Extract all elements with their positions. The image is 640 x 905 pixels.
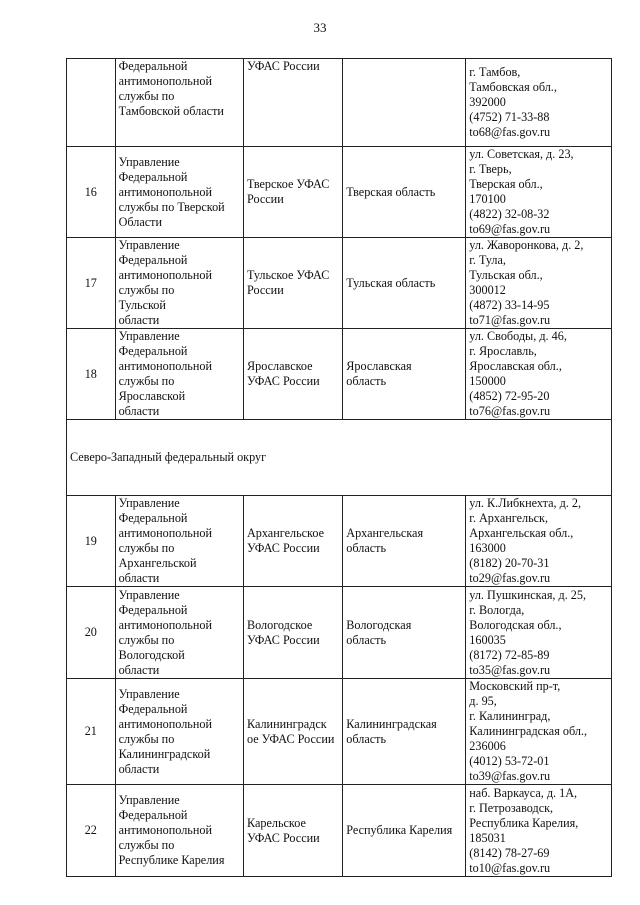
- address-contacts-line: Московский пр-т,: [469, 679, 561, 693]
- office-name-line: Федеральной: [118, 344, 188, 358]
- address-contacts-line: 392000: [469, 95, 506, 109]
- row-number: 19: [67, 496, 116, 587]
- address-contacts-line: to76@fas.gov.ru: [469, 404, 551, 418]
- address-contacts: [466, 587, 612, 679]
- office-name: [115, 329, 243, 420]
- office-name-line: Области: [118, 214, 163, 229]
- address-contacts-line: (4752) 71-33-88: [469, 110, 550, 124]
- office-name-line: Управление: [118, 496, 180, 510]
- table-row: [67, 496, 612, 587]
- office-name-line: области: [118, 404, 160, 418]
- address-contacts-line: to68@fas.gov.ru: [469, 125, 551, 139]
- address-contacts-line: ул. Советская, д. 23,: [469, 147, 574, 161]
- address-contacts-line: 170100: [469, 192, 506, 206]
- region: [343, 496, 466, 587]
- office-name: [115, 59, 243, 147]
- office-name-line: Вологодской: [118, 647, 185, 662]
- table-row: [67, 679, 612, 785]
- address-contacts-line: Тамбовская обл.,: [469, 80, 557, 94]
- region-line: Ярославская: [346, 359, 412, 373]
- office-name-line: Федеральной: [118, 511, 188, 525]
- region-line: Тверская область: [346, 184, 436, 199]
- table-row: [67, 329, 612, 420]
- office-name-line: Федеральной: [118, 808, 188, 822]
- address-contacts-line: 163000: [469, 541, 506, 555]
- office-name-line: службы по: [118, 541, 175, 555]
- region: [343, 587, 466, 679]
- office-short-name: [243, 496, 342, 587]
- address-contacts-line: г. Ярославль,: [469, 344, 537, 358]
- office-short-name-line: России: [246, 283, 284, 297]
- address-contacts-line: 160035: [469, 632, 506, 647]
- office-short-name-line: Тульское УФАС: [246, 268, 330, 282]
- address-contacts-line: ул. Свободы, д. 46,: [469, 329, 567, 343]
- row-number: 20: [67, 587, 116, 679]
- office-short-name: [243, 679, 342, 785]
- table-row: [67, 587, 612, 679]
- office-name-line: антимонопольной: [118, 184, 212, 199]
- address-contacts-line: to29@fas.gov.ru: [469, 571, 551, 585]
- office-short-name-line: УФАС России: [246, 541, 320, 555]
- address-contacts-line: to71@fas.gov.ru: [469, 313, 551, 327]
- office-name-line: антимонопольной: [118, 526, 212, 540]
- address-contacts: [466, 679, 612, 785]
- address-contacts: [466, 147, 612, 238]
- address-contacts-line: Тульская обл.,: [469, 268, 543, 282]
- office-name: [115, 147, 243, 238]
- office-short-name: [243, 587, 342, 679]
- table-row: [67, 785, 612, 877]
- office-name-line: Управление: [118, 238, 180, 252]
- address-contacts-line: 236006: [469, 739, 506, 753]
- table-row: [67, 238, 612, 329]
- office-short-name-line: ое УФАС России: [246, 731, 335, 746]
- office-name: [115, 679, 243, 785]
- address-contacts-line: Тверская обл.,: [469, 177, 543, 191]
- office-short-name-line: УФАС России: [246, 830, 320, 845]
- address-contacts-line: 185031: [469, 830, 506, 845]
- address-contacts-line: ул. К.Либкнехта, д. 2,: [469, 496, 582, 510]
- address-contacts-line: (4012) 53-72-01: [469, 754, 550, 768]
- address-contacts-line: г. Тамбов,: [469, 65, 521, 79]
- office-name-line: области: [118, 571, 160, 585]
- address-contacts-line: Калининградская обл.,: [469, 724, 588, 738]
- office-short-name-line: УФАС России: [246, 374, 320, 388]
- office-name-line: антимонопольной: [118, 74, 212, 88]
- office-short-name-line: Архангельское: [246, 526, 324, 540]
- office-short-name-line: Карельское: [246, 815, 306, 830]
- region-line: Архангельская: [346, 526, 424, 540]
- office-short-name-line: УФАС России: [246, 59, 320, 73]
- agencies-table: [66, 58, 612, 877]
- region: [343, 329, 466, 420]
- address-contacts: [466, 496, 612, 587]
- region: [343, 785, 466, 877]
- address-contacts-line: Ярославская обл.,: [469, 359, 562, 373]
- office-name-line: Федеральной: [118, 169, 188, 184]
- address-contacts-line: г. Калининград,: [469, 709, 551, 723]
- office-name-line: службы по Тверской: [118, 199, 225, 214]
- region-line: Республика Карелия: [346, 823, 453, 837]
- address-contacts-line: (8182) 20-70-31: [469, 556, 550, 570]
- address-contacts-line: г. Вологда,: [469, 602, 525, 617]
- office-short-name: [243, 59, 342, 147]
- office-name-line: Федеральной: [118, 701, 188, 716]
- office-name-line: антимонопольной: [118, 823, 212, 837]
- region-line: Тульская область: [346, 275, 436, 290]
- office-name-line: Архангельской: [118, 556, 197, 570]
- office-name-line: Ярославской: [118, 389, 186, 403]
- address-contacts-line: д. 95,: [469, 694, 497, 708]
- office-short-name-line: Тверское УФАС: [246, 177, 330, 191]
- office-name-line: Федеральной: [118, 602, 188, 617]
- office-name-line: Федеральной: [118, 59, 188, 73]
- office-name-line: Управление: [118, 686, 180, 701]
- office-name-line: Калининградской: [118, 746, 211, 761]
- office-short-name-line: Калининградск: [246, 716, 327, 731]
- office-name: [115, 496, 243, 587]
- office-name-line: области: [118, 662, 160, 677]
- office-short-name: [243, 785, 342, 877]
- section-row: [67, 420, 612, 496]
- section-title: Северо-Западный федеральный округ: [67, 420, 612, 496]
- address-contacts-line: to39@fas.gov.ru: [469, 769, 551, 783]
- address-contacts-line: (4872) 33-14-95: [469, 298, 550, 312]
- address-contacts-line: (8172) 72-85-89: [469, 647, 550, 662]
- address-contacts-line: Архангельская обл.,: [469, 526, 574, 540]
- office-name-line: службы по: [118, 374, 175, 388]
- office-name: [115, 587, 243, 679]
- table-row: [67, 59, 612, 147]
- office-name-line: антимонопольной: [118, 716, 212, 731]
- office-name: [115, 785, 243, 877]
- address-contacts: [466, 329, 612, 420]
- address-contacts-line: Республика Карелия,: [469, 815, 579, 830]
- address-contacts-line: 150000: [469, 374, 506, 388]
- address-contacts-line: г. Архангельск,: [469, 511, 549, 525]
- office-short-name-line: УФАС России: [246, 632, 320, 647]
- region-line: область: [346, 374, 387, 388]
- office-name-line: антимонопольной: [118, 268, 212, 282]
- office-name-line: службы по: [118, 731, 175, 746]
- office-name-line: службы по: [118, 632, 175, 647]
- address-contacts-line: to10@fas.gov.ru: [469, 860, 551, 875]
- office-name-line: Тамбовской области: [118, 104, 224, 118]
- office-short-name: [243, 329, 342, 420]
- row-number: 17: [67, 238, 116, 329]
- address-contacts-line: to69@fas.gov.ru: [469, 222, 551, 236]
- region: [343, 59, 466, 147]
- region-line: область: [346, 731, 387, 746]
- address-contacts-line: г. Тула,: [469, 253, 506, 267]
- row-number: 21: [67, 679, 116, 785]
- office-name-line: Управление: [118, 793, 180, 807]
- address-contacts: [466, 785, 612, 877]
- row-number: 22: [67, 785, 116, 877]
- office-short-name-line: Ярославское: [246, 359, 313, 373]
- office-name-line: Управление: [118, 329, 180, 343]
- office-short-name-line: Вологодское: [246, 617, 313, 632]
- office-name-line: службы по: [118, 89, 175, 103]
- office-name-line: антимонопольной: [118, 359, 212, 373]
- office-name-line: Федеральной: [118, 253, 188, 267]
- region: [343, 238, 466, 329]
- office-name-line: Управление: [118, 587, 180, 602]
- row-number: [67, 59, 116, 147]
- address-contacts-line: г. Тверь,: [469, 162, 512, 176]
- address-contacts-line: to35@fas.gov.ru: [469, 662, 551, 677]
- office-name: [115, 238, 243, 329]
- address-contacts-line: 300012: [469, 283, 506, 297]
- row-number: 16: [67, 147, 116, 238]
- address-contacts-line: (4822) 32-08-32: [469, 207, 550, 221]
- office-name-line: Управление: [118, 154, 180, 169]
- region-line: область: [346, 541, 387, 555]
- office-name-line: антимонопольной: [118, 617, 212, 632]
- address-contacts-line: (4852) 72-95-20: [469, 389, 550, 403]
- address-contacts-line: ул. Пушкинская, д. 25,: [469, 587, 587, 602]
- address-contacts-line: г. Петрозаводск,: [469, 800, 554, 815]
- address-contacts: [466, 238, 612, 329]
- address-contacts-line: наб. Варкауса, д. 1А,: [469, 785, 578, 800]
- office-name-line: области: [118, 313, 160, 327]
- office-name-line: Тульской: [118, 298, 166, 312]
- office-name-line: службы по: [118, 283, 175, 297]
- office-name-line: Республике Карелия: [118, 853, 225, 867]
- office-short-name-line: России: [246, 192, 284, 206]
- page-number: 33: [313, 20, 327, 35]
- address-contacts-line: ул. Жаворонкова, д. 2,: [469, 238, 584, 252]
- address-contacts-line: (8142) 78-27-69: [469, 845, 550, 860]
- region: [343, 679, 466, 785]
- region-line: Вологодская: [346, 617, 412, 632]
- address-contacts: [466, 59, 612, 147]
- table-row: [67, 147, 612, 238]
- row-number: 18: [67, 329, 116, 420]
- office-short-name: [243, 147, 342, 238]
- office-name-line: службы по: [118, 838, 175, 852]
- office-short-name: [243, 238, 342, 329]
- region: [343, 147, 466, 238]
- region-line: область: [346, 632, 387, 647]
- office-name-line: области: [118, 761, 160, 776]
- region-line: Калининградская: [346, 716, 437, 731]
- address-contacts-line: Вологодская обл.,: [469, 617, 562, 632]
